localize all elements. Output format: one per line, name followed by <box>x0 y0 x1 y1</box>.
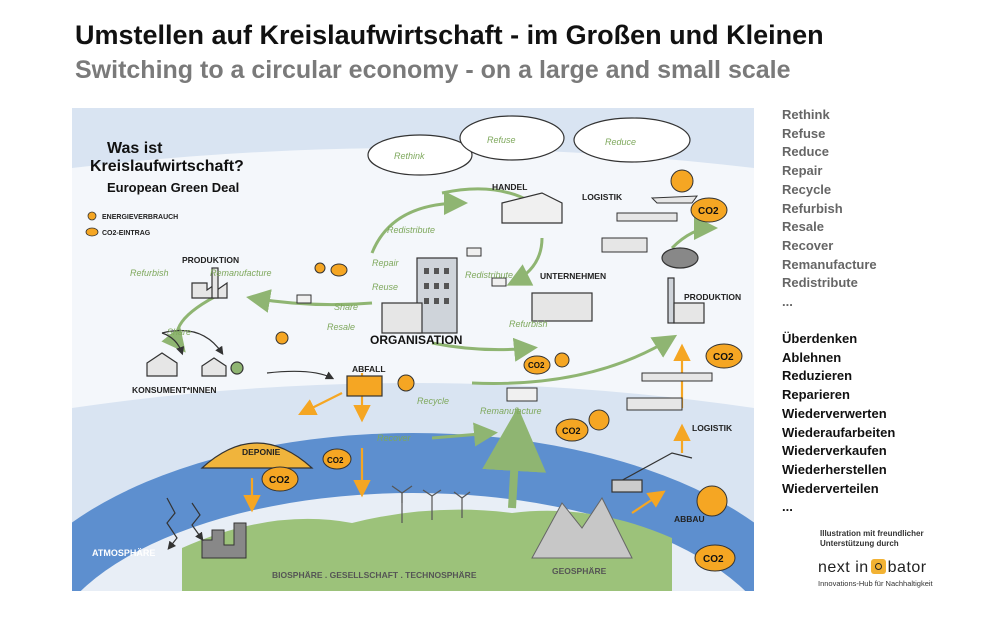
node-produktion-right: PRODUKTION <box>684 292 742 302</box>
list-item: Repair <box>782 163 823 179</box>
flow-remanufacture-bottom: Remanufacture <box>480 406 542 416</box>
flow-remanufacture-left: Remanufacture <box>210 268 272 278</box>
flow-reuse: Reuse <box>372 282 399 292</box>
node-logistik-right: LOGISTIK <box>692 423 733 433</box>
svg-text:CO2: CO2 <box>269 475 290 486</box>
svg-text:Rethink: Rethink <box>394 151 425 161</box>
flow-refurbish-left: Refurbish <box>130 268 169 278</box>
abfall-container <box>347 376 382 396</box>
credit-line: Illustration mit freundlicher <box>820 529 924 538</box>
flow-resale: Resale <box>327 322 356 332</box>
list-item: Recover <box>782 237 834 253</box>
illustration-heading-line2: Kreislaufwirtschaft? <box>90 158 244 175</box>
list-item: Reparieren <box>782 387 850 403</box>
flow-recover: Recover <box>377 433 411 443</box>
cloud-refuse <box>460 116 564 160</box>
atmosphere-label: ATMOSPHÄRE <box>92 548 156 558</box>
flow-share-mid: Share <box>334 302 359 312</box>
flow-refurbish-right: Refurbish <box>509 319 548 329</box>
cloud-rethink <box>368 135 472 175</box>
unternehmen-building <box>532 293 592 321</box>
list-item: Recycle <box>782 181 832 197</box>
node-produktion-left: PRODUKTION <box>182 255 240 265</box>
list-item: Redistribute <box>782 275 858 291</box>
biosphere-label: BIOSPHÄRE . GESELLSCHAFT . TECHNOSPHÄRE <box>272 570 477 580</box>
svg-text:CO2-EINTRAG: CO2-EINTRAG <box>102 230 151 237</box>
cloud-reduce <box>574 118 690 162</box>
svg-text:CO2: CO2 <box>713 352 734 363</box>
flow-recycle: Recycle <box>417 396 450 406</box>
nextincubator-logo <box>818 559 927 577</box>
r-strategies-list-german <box>782 330 895 517</box>
svg-text:CO2: CO2 <box>703 554 724 565</box>
node-abfall: ABFALL <box>352 364 386 374</box>
flow-share-left: Share <box>167 327 192 337</box>
list-item: Refurbish <box>782 200 843 216</box>
list-item: Wiederverwerten <box>782 405 887 421</box>
node-handel: HANDEL <box>492 182 528 192</box>
svg-text:CO2: CO2 <box>562 426 581 436</box>
circular-economy-illustration <box>72 108 754 591</box>
list-item: ... <box>782 294 793 310</box>
svg-text:Refuse: Refuse <box>487 135 516 145</box>
node-abbau: ABBAU <box>674 514 705 524</box>
node-organisation: ORGANISATION <box>370 333 463 347</box>
list-item: Wiederverkaufen <box>782 443 887 459</box>
svg-text:CO2: CO2 <box>698 206 719 217</box>
list-item: Wiederherstellen <box>782 461 887 477</box>
flow-redistribute-mid: Redistribute <box>465 270 514 280</box>
node-unternehmen: UNTERNEHMEN <box>540 271 607 281</box>
bulb-icon <box>88 212 96 220</box>
list-item: Überdenken <box>782 331 858 346</box>
page-title-german: Umstellen auf Kreislaufwirtschaft - im Großen und Kleinen <box>75 20 824 50</box>
co2-badge-7 <box>695 545 735 571</box>
list-item: Ablehnen <box>782 349 842 365</box>
logo-tagline: Innovations-Hub für Nachhaltigkeit <box>818 579 933 588</box>
list-item: Remanufacture <box>782 256 877 272</box>
list-item: Refuse <box>782 125 826 141</box>
r-strategies-list-english <box>782 106 877 312</box>
list-item: ... <box>782 499 793 515</box>
node-konsumenten: KONSUMENT*INNEN <box>132 385 217 395</box>
co2-badge-3 <box>556 419 588 441</box>
co2-badge-8 <box>331 264 347 276</box>
geosphere-label: GEOSPHÄRE <box>552 566 607 576</box>
flow-repair: Repair <box>372 258 399 268</box>
illustration-heading-line3: European Green Deal <box>107 180 240 195</box>
co2-badge-4 <box>524 356 550 374</box>
svg-text:ENERGIEVERBRAUCH: ENERGIEVERBRAUCH <box>102 214 179 221</box>
node-deponie: DEPONIE <box>242 447 281 457</box>
credit-line: Unterstützung durch <box>820 539 899 548</box>
co2-cloud-icon <box>86 228 98 236</box>
list-item: Resale <box>782 219 824 235</box>
svg-text:CO2: CO2 <box>327 456 344 465</box>
flow-redistribute-top: Redistribute <box>387 225 436 235</box>
logo-text-left: next in <box>818 559 869 576</box>
co2-badge-2 <box>706 344 742 368</box>
logo-text-right: bator <box>887 559 927 576</box>
list-item: Reduce <box>782 144 829 160</box>
svg-text:CO2: CO2 <box>528 361 545 370</box>
logo-mark-icon <box>871 559 886 574</box>
node-logistik-top: LOGISTIK <box>582 192 623 202</box>
list-item: Reduzieren <box>782 368 853 384</box>
illustration-heading-line1: Was ist <box>107 140 163 157</box>
svg-text:Reduce: Reduce <box>605 137 637 147</box>
illustration-credit <box>820 529 970 549</box>
co2-badge-1 <box>691 198 727 222</box>
list-item: Wiederaufarbeiten <box>782 424 896 440</box>
page-title-english: Switching to a circular economy - on a large and small scale <box>75 56 791 84</box>
list-item: Wiederverteilen <box>782 480 879 496</box>
co2-badge-5 <box>323 449 351 469</box>
legend-energy <box>88 212 178 221</box>
list-item: Rethink <box>782 107 830 122</box>
co2-badge-6 <box>262 467 298 491</box>
